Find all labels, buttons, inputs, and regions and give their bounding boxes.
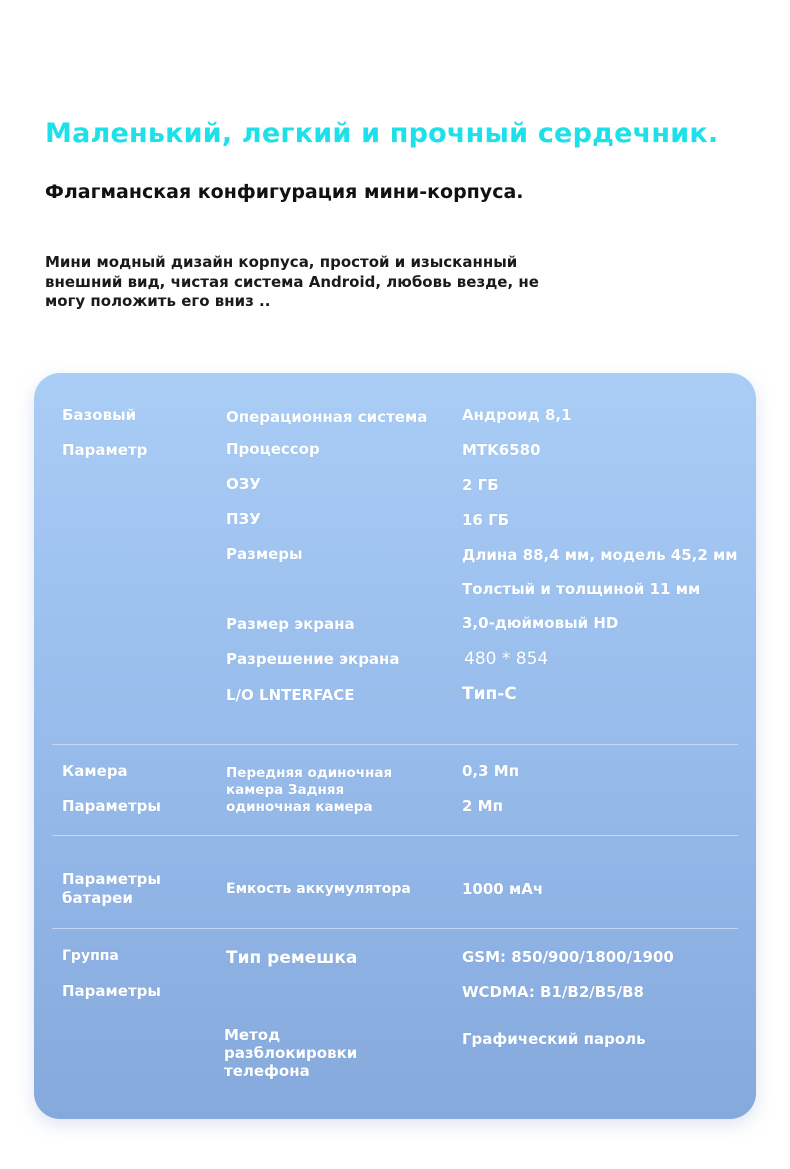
- spec-value-rear-camera: 2 Мп: [462, 797, 503, 815]
- spec-label-battery: Емкость аккумулятора: [226, 881, 411, 897]
- spec-label-unlock: Метод разблокировки телефона: [224, 1026, 358, 1080]
- spec-value-front-camera: 0,3 Мп: [462, 762, 520, 780]
- subheadline: Флагманская конфигурация мини-корпуса.: [45, 181, 524, 203]
- spec-value-unlock: Графический пароль: [462, 1030, 646, 1048]
- battery-section-title: Параметры батареи: [62, 870, 161, 907]
- spec-value-resolution: 480 * 854: [464, 649, 549, 669]
- section-divider: [52, 835, 738, 836]
- spec-label-resolution: Разрешение экрана: [226, 650, 400, 668]
- section-divider: [52, 928, 738, 929]
- camera-section-title: Камера: [62, 762, 128, 780]
- group-section-title: Группа: [62, 948, 119, 964]
- camera-section-subtitle: Параметры: [62, 797, 161, 815]
- spec-label-camera: Передняя одиночная камера Задняя одиночная камера: [226, 765, 393, 815]
- spec-value-os: Андроид 8,1: [462, 406, 572, 424]
- headline: Маленький, легкий и прочный сердечник.: [45, 118, 719, 149]
- group-section-subtitle: Параметры: [62, 982, 161, 1000]
- spec-label-screen-size: Размер экрана: [226, 615, 355, 633]
- spec-value-battery: 1000 мАч: [462, 880, 544, 898]
- spec-label-cpu: Процессор: [226, 440, 320, 458]
- spec-label-interface: L/O LNTERFACE: [226, 686, 355, 704]
- spec-value-rom: 16 ГБ: [462, 511, 510, 529]
- spec-value-gsm: GSM: 850/900/1800/1900: [462, 948, 674, 966]
- spec-label-os: Операционная система: [226, 408, 428, 426]
- spec-value-interface: Тип-C: [462, 684, 517, 704]
- spec-label-dimensions: Размеры: [226, 545, 303, 563]
- spec-label-strap: Тип ремешка: [226, 948, 358, 968]
- spec-label-ram: ОЗУ: [226, 475, 261, 493]
- spec-value-ram: 2 ГБ: [462, 476, 499, 494]
- spec-value-thickness: Толстый и толщиной 11 мм: [462, 580, 701, 598]
- spec-value-dimensions: Длина 88,4 мм, модель 45,2 мм: [462, 546, 738, 564]
- basic-section-subtitle: Параметр: [62, 441, 148, 459]
- section-divider: [52, 744, 738, 745]
- description: Мини модный дизайн корпуса, простой и изысканный внешний вид, чистая система Android, любовь везде, не могу положить его вниз ..: [45, 253, 539, 310]
- basic-section-title: Базовый: [62, 406, 137, 424]
- spec-card: [34, 373, 756, 1119]
- spec-value-cpu: MTK6580: [462, 441, 541, 459]
- spec-value-wcdma: WCDMA: B1/B2/B5/B8: [462, 983, 644, 1001]
- spec-value-screen-size: 3,0-дюймовый HD: [462, 614, 619, 632]
- spec-label-rom: ПЗУ: [226, 510, 261, 528]
